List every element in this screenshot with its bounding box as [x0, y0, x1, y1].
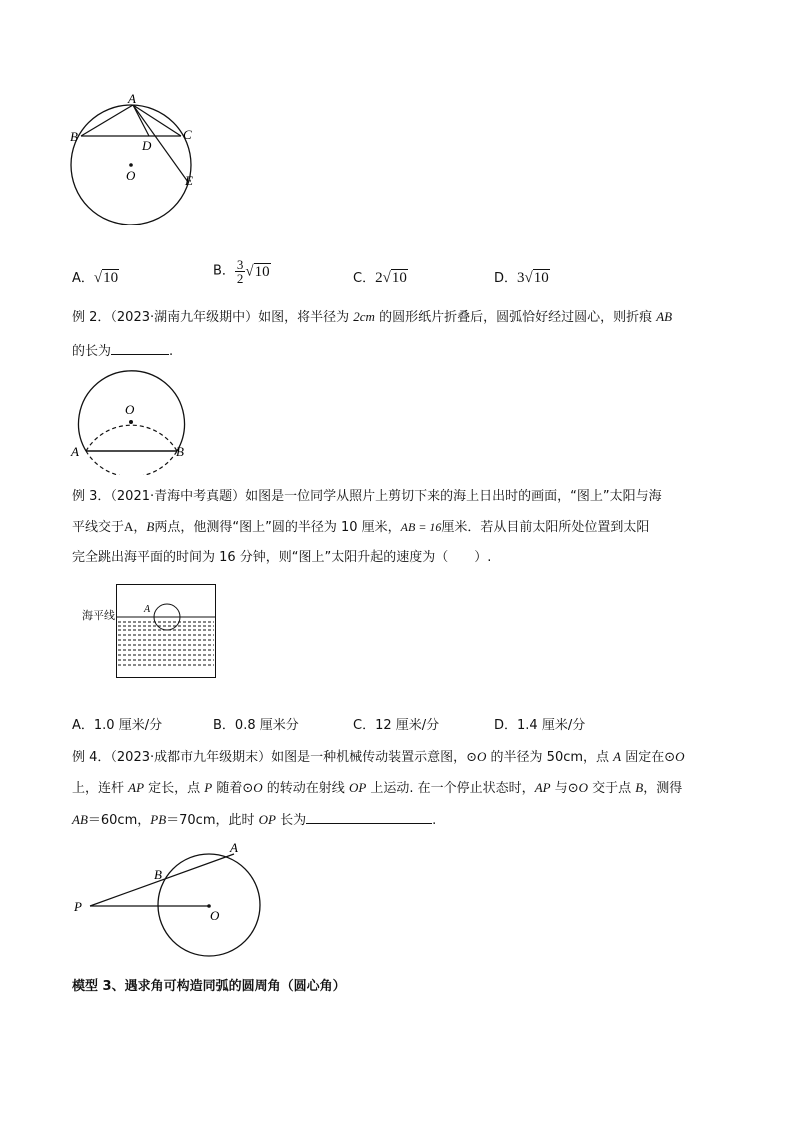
answer-blank[interactable]	[306, 809, 432, 824]
label-B: B	[154, 867, 162, 882]
label-A: A	[71, 444, 79, 459]
label-P: P	[74, 899, 82, 914]
q1-option-d: D．3√10	[494, 270, 549, 286]
q1-option-a: A．√10	[72, 270, 119, 286]
answer-blank[interactable]	[111, 340, 169, 355]
q3-option-c: C．12 厘米/分	[353, 718, 440, 733]
example-4-line-3: AB＝60cm，PB＝70cm，此时 OP 长为 .	[72, 809, 436, 831]
label-A: A	[128, 91, 136, 106]
figure-3-sunrise	[116, 584, 216, 678]
q1-option-c: C．2√10	[353, 270, 407, 286]
label-B: B	[176, 444, 184, 459]
label-A: A	[230, 840, 238, 855]
q1-option-b: B． $\frac{3}{2}$ √10	[213, 257, 270, 286]
label-B: B	[70, 129, 78, 144]
q3-option-d: D．1.4 厘米/分	[494, 718, 586, 733]
label-E: E	[185, 173, 193, 188]
sea-label: 海平线	[82, 609, 115, 622]
example-2-line-2: 的长为 .	[72, 340, 173, 362]
q3-option-a: A．1.0 厘米/分	[72, 718, 163, 733]
label-O: O	[125, 402, 135, 417]
model-3-heading: 模型 3、遇求角可构造同弧的圆周角（圆心角）	[72, 979, 346, 994]
figure-4-mechanism	[68, 838, 268, 960]
label-C: C	[183, 127, 192, 142]
label-D: D	[142, 138, 152, 153]
example-3-line-3: 完全跳出海平面的时间为 16 分钟，则“图上”太阳升起的速度为（ ）.	[72, 550, 492, 565]
label-O: O	[210, 908, 220, 923]
example-3-line-1: 例 3．（2021·青海中考真题）如图是一位同学从照片上剪切下来的海上日出时的画面，“图上”太阳与海	[72, 489, 662, 504]
label-O: O	[126, 168, 136, 183]
figure-1-circle	[60, 85, 210, 225]
example-2-line-1: 例 2．（2023·湖南九年级期中）如图，将半径为 2cm 的圆形纸片折叠后，圆弧恰好经过圆心，则折痕 AB	[72, 309, 673, 325]
label-A: A	[144, 604, 151, 615]
example-4-line-1: 例 4．（2023·成都市九年级期末）如图是一种机械传动装置示意图，⊙O 的半径为 50cm，点 A 固定在⊙O	[72, 749, 685, 765]
q3-option-b: B．0.8 厘米分	[213, 718, 299, 733]
figure-2-folded-circle	[65, 370, 195, 475]
example-4-line-2: 上，连杆 AP 定长，点 P 随着⊙O 的转动在射线 OP 上运动. 在一个停止状态时，AP 与⊙O 交于点 B，测得	[72, 780, 683, 796]
example-3-line-2: 平线交于A，B两点，他测得“图上”圆的半径为 10 厘米，AB = 16厘米．若从目前太阳所处位置到太阳	[72, 519, 650, 535]
